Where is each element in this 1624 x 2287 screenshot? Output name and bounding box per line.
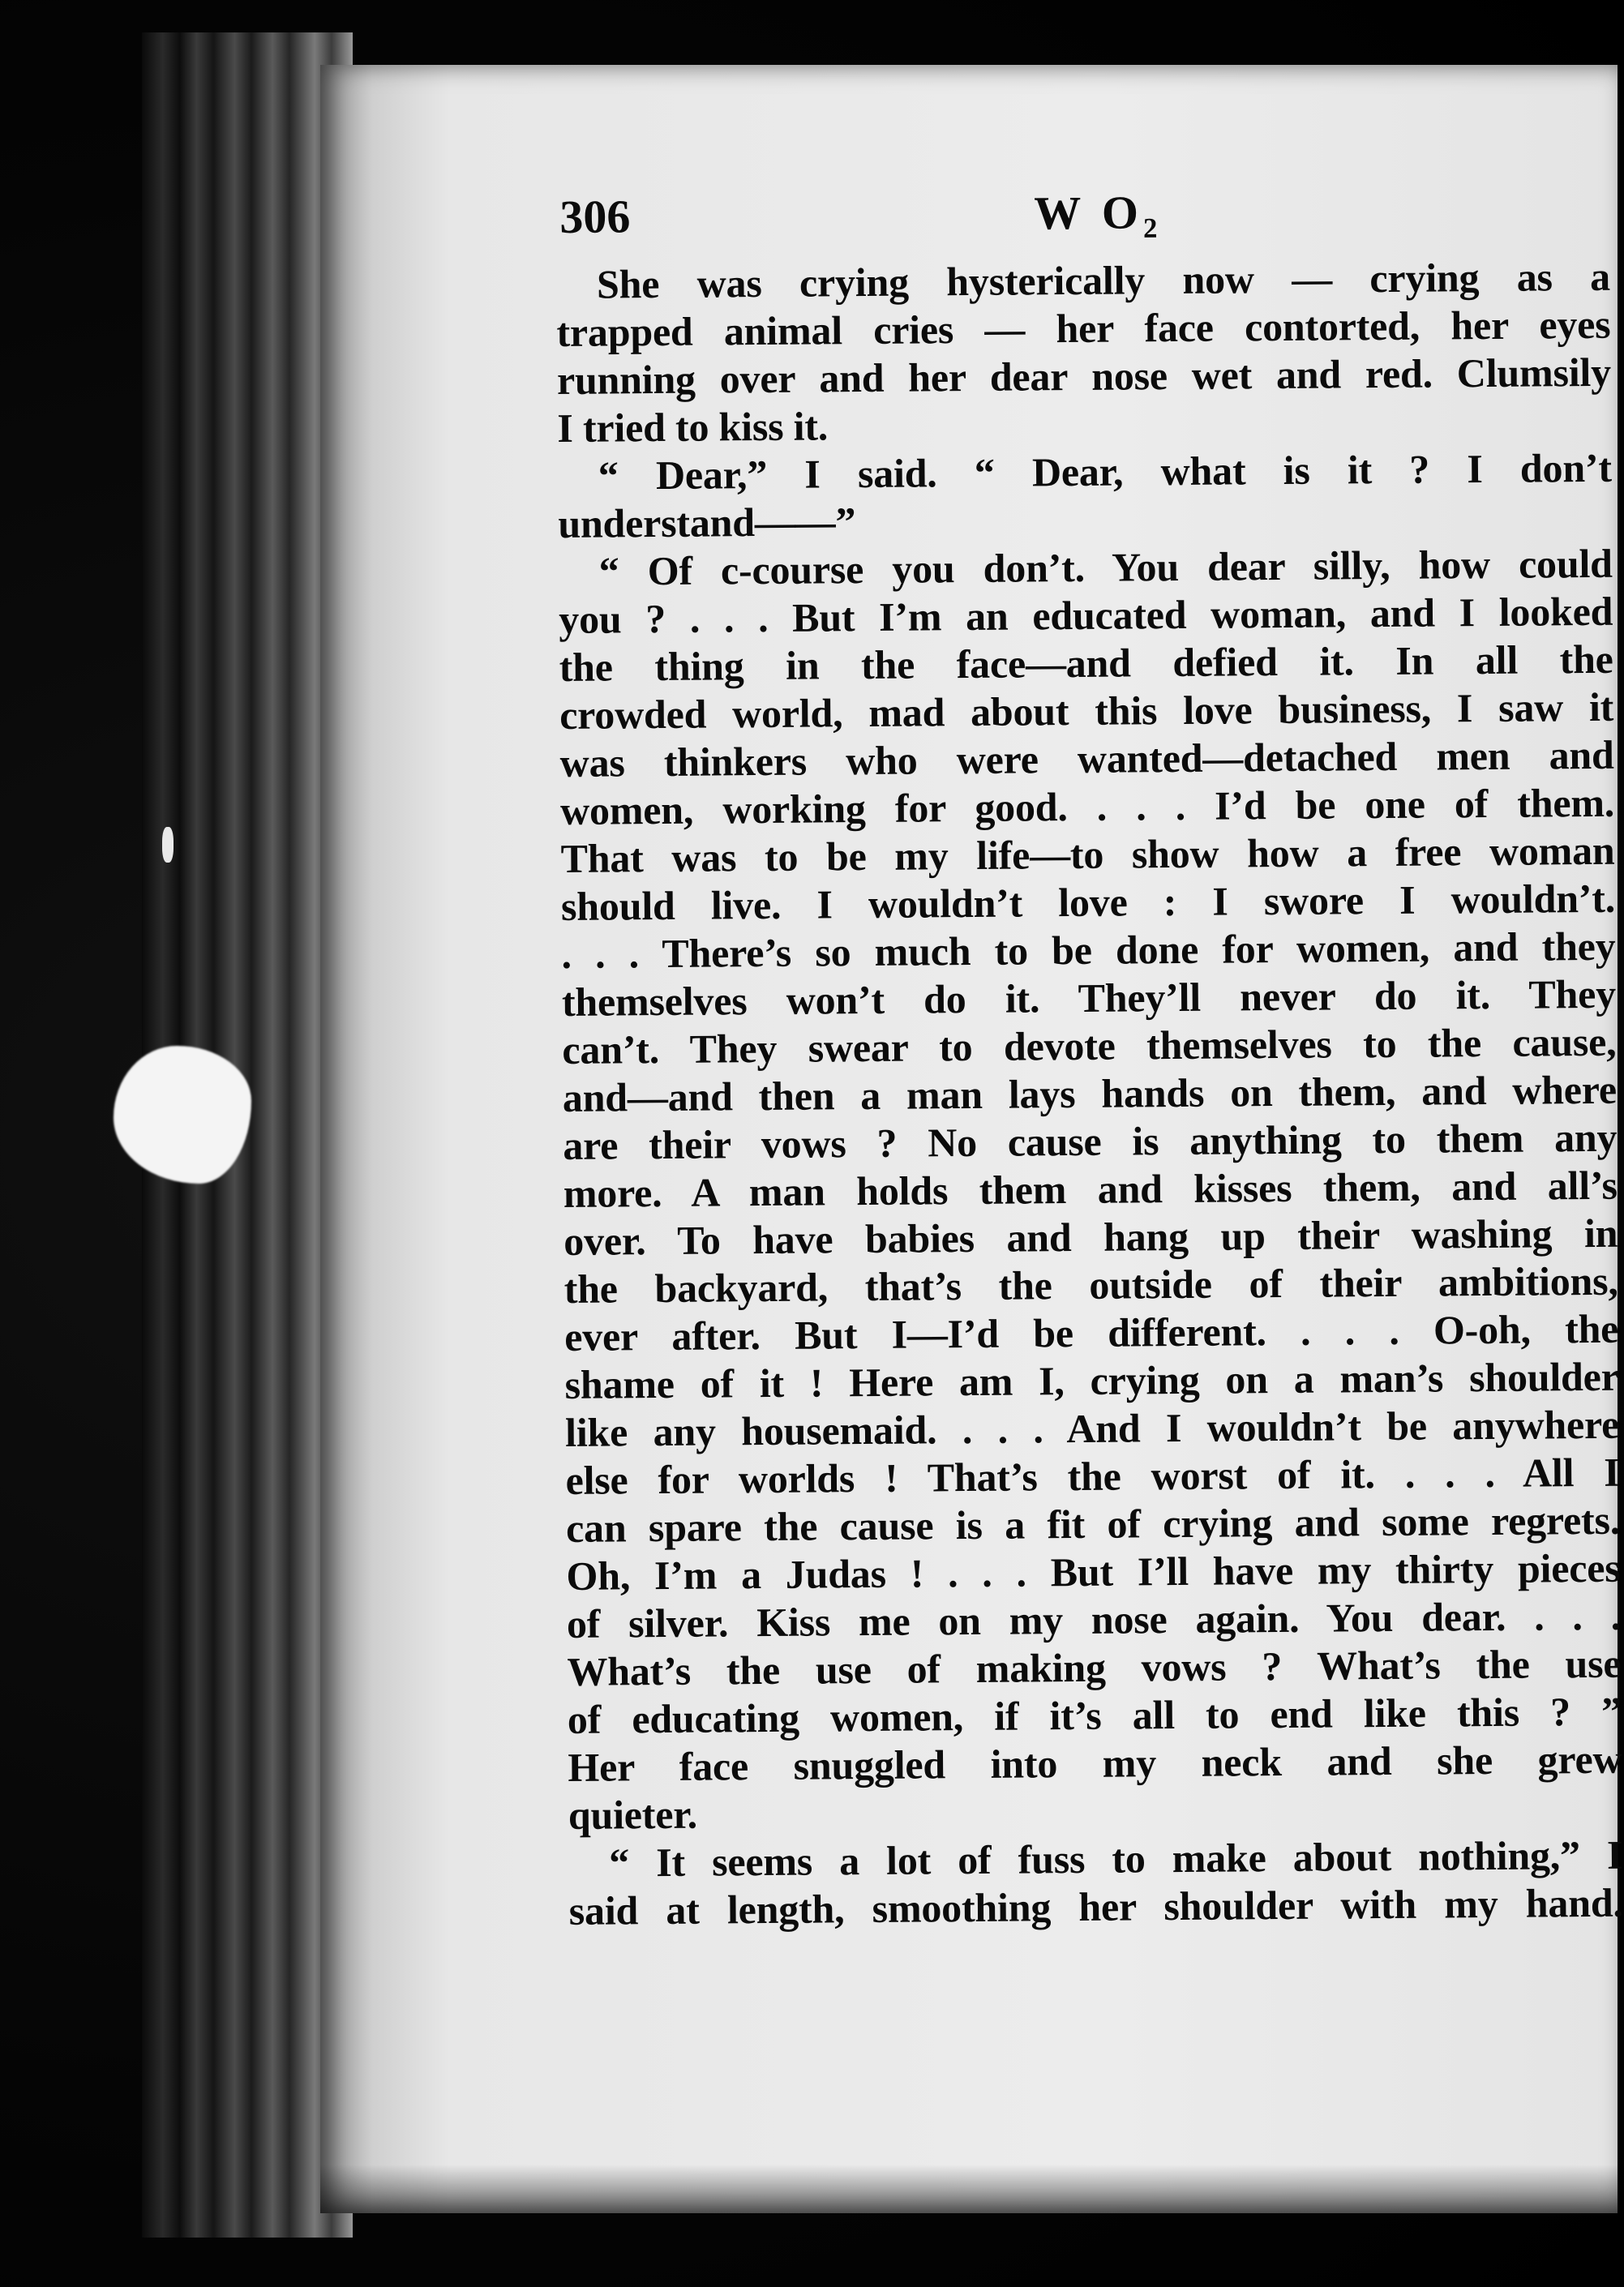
text-line: shame of it ! Here am I, crying on a man’s shoulder bbox=[564, 1353, 1619, 1407]
text-line: What’s the use of making vows ? What’s the use bbox=[567, 1640, 1622, 1694]
text-line: “ Dear,” I said. “ Dear, what is it ? I don’t bbox=[598, 444, 1613, 499]
text-line: women, working for good. . . . I’d be one of them. bbox=[559, 779, 1615, 833]
text-line: trapped animal cries — her face contorted, her eyes bbox=[556, 301, 1611, 355]
text-line: quieter. bbox=[568, 1791, 698, 1838]
text-line: should live. I wouldn’t love : I swore I wouldn’t. bbox=[560, 875, 1616, 929]
text-line: She was crying hysterically now — crying as a bbox=[596, 253, 1611, 307]
text-line: you ? . . . But I’m an educated woman, and I looked bbox=[559, 588, 1613, 642]
running-title: W O₂ bbox=[1034, 186, 1163, 240]
text-line: of silver. Kiss me on my nose again. You dear. . . . bbox=[566, 1592, 1622, 1647]
text-line: themselves won’t do it. They’ll never do it. They bbox=[561, 970, 1617, 1025]
text-line: and—and then a man lays hands on them, and where bbox=[562, 1066, 1618, 1120]
text-line: Oh, I’m a Judas ! . . . But I’ll have my thirty pieces bbox=[566, 1544, 1621, 1599]
paper-speck bbox=[162, 827, 174, 863]
text-line: was thinkers who were wanted—detached men and bbox=[559, 731, 1614, 786]
text-line: running over and her dear nose wet and red. Clumsily bbox=[556, 349, 1612, 403]
page-text-block bbox=[555, 172, 1623, 1935]
text-line: I tried to kiss it. bbox=[557, 403, 829, 451]
body-text bbox=[556, 253, 1623, 1935]
text-line: “ It seems a lot of fuss to make about nothing,” I bbox=[609, 1831, 1623, 1886]
text-line: can’t. They swear to devote themselves to the cause, bbox=[562, 1018, 1617, 1073]
text-line: of educating women, if it’s all to end like this ? ” bbox=[567, 1688, 1622, 1742]
text-line: like any housemaid. . . . And I wouldn’t be anywhere bbox=[564, 1401, 1620, 1455]
text-line: That was to be my life—to show how a free woman bbox=[560, 827, 1615, 881]
text-line: said at length, smoothing her shoulder with my hand. bbox=[568, 1879, 1623, 1934]
text-line: . . . There’s so much to be done for women, and they bbox=[561, 923, 1616, 977]
text-line: crowded world, mad about this love business, I saw it bbox=[559, 683, 1614, 738]
page-number: 306 bbox=[559, 190, 631, 243]
text-line: over. To have babies and hang up their washing in bbox=[563, 1210, 1618, 1264]
text-line: the thing in the face—and defied it. In all the bbox=[559, 636, 1613, 690]
text-line: can spare the cause is a fit of crying and some regrets. bbox=[565, 1497, 1621, 1551]
text-line: are their vows ? No cause is anything to them any bbox=[563, 1114, 1618, 1168]
text-line: Her face snuggled into my neck and she grew bbox=[568, 1736, 1622, 1790]
running-head bbox=[555, 172, 1610, 261]
text-line: “ Of c-course you don’t. You dear silly, how could bbox=[598, 540, 1613, 594]
text-line: ever after. But I—I’d be different. . . . O-oh, the bbox=[563, 1305, 1619, 1360]
text-line: the backyard, that’s the outside of their ambitions, bbox=[563, 1257, 1618, 1312]
text-line: else for worlds ! That’s the worst of it. . . . All I bbox=[565, 1449, 1620, 1503]
text-line: more. A man holds them and kisses them, and all’s bbox=[563, 1162, 1618, 1216]
text-line: understand——” bbox=[558, 499, 856, 546]
